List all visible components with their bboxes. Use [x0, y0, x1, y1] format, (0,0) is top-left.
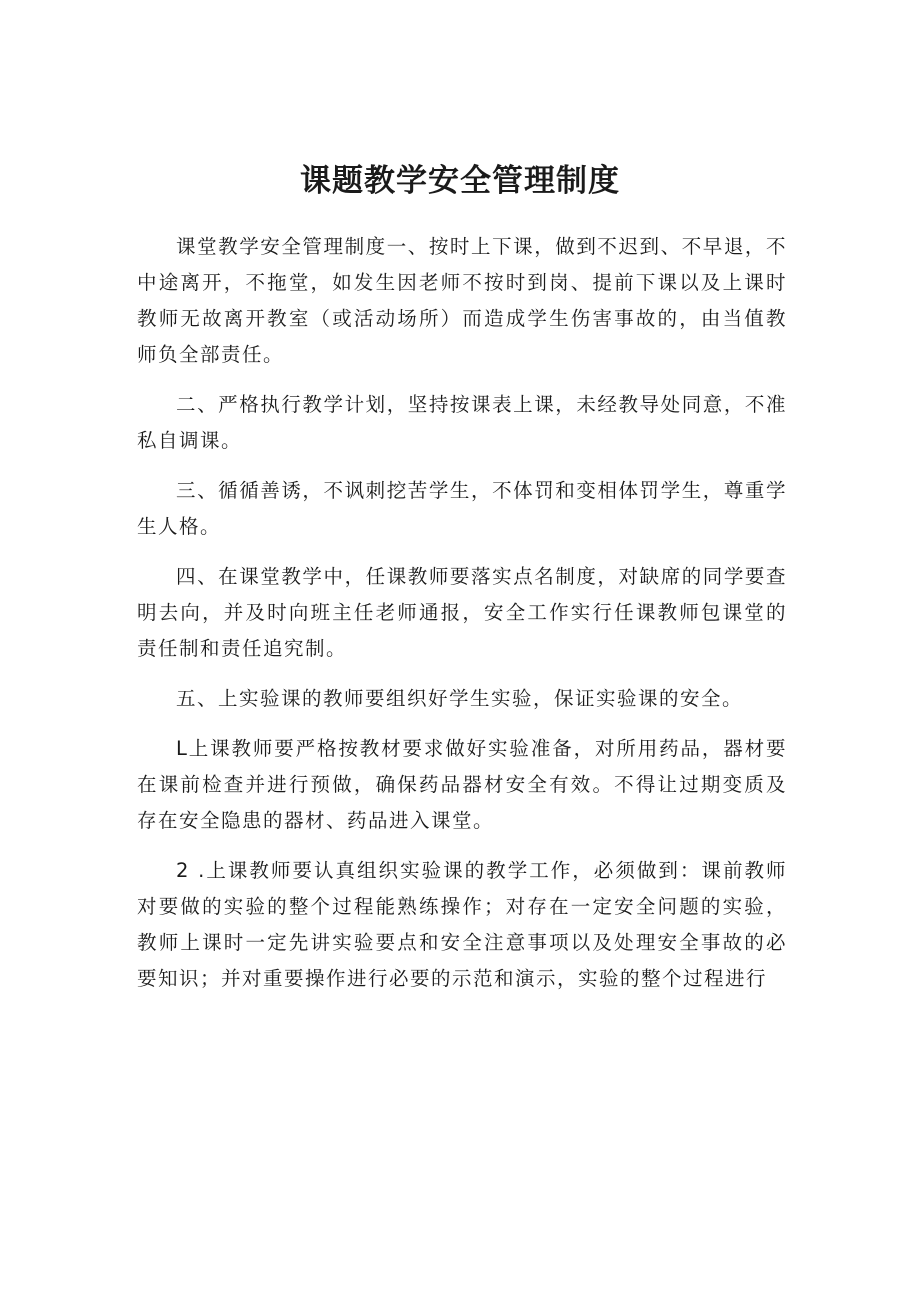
paragraph-3: 三、循循善诱，不讽刺挖苦学生，不体罚和变相体罚学生，尊重学生人格。 — [137, 479, 787, 538]
document-title: 课题教学安全管理制度 — [300, 163, 620, 199]
paragraph-6: L上课教师要严格按教材要求做好实验准备，对所用药品，器材要在课前检查并进行预做，确保药品器材安全有效。不得让过期变质及存在安全隐患的器材、药品进入课堂。 — [137, 737, 787, 832]
paragraph-2: 二、严格执行教学计划，坚持按课表上课，未经教导处同意，不准私自调课。 — [137, 393, 787, 452]
paragraph-7: 2 .上课教师要认真组织实验课的教学工作，必须做到：课前教师对要做的实验的整个过程能熟练操作；对存在一定安全问题的实验，教师上课时一定先讲实验要点和安全注意事项以及处理安全事故的必要知识；并对重要操作进行必要的示范和演示，实验的整个过程进行 — [137, 859, 787, 990]
paragraph-4: 四、在课堂教学中，任课教师要落实点名制度，对缺席的同学要查明去向，并及时向班主任老师通报，安全工作实行任课教师包课堂的责任制和责任追究制。 — [137, 565, 787, 660]
paragraph-1: 课堂教学安全管理制度一、按时上下课，做到不迟到、不早退，不中途离开，不拖堂，如发生因老师不按时到岗、提前下课以及上课时教师无故离开教室（或活动场所）而造成学生伤害事故的，由当值教师负全部责任。 — [137, 235, 787, 366]
document-body — [137, 229, 787, 1011]
paragraph-5: 五、上实验课的教师要组织好学生实验，保证实验课的安全。 — [176, 687, 744, 710]
